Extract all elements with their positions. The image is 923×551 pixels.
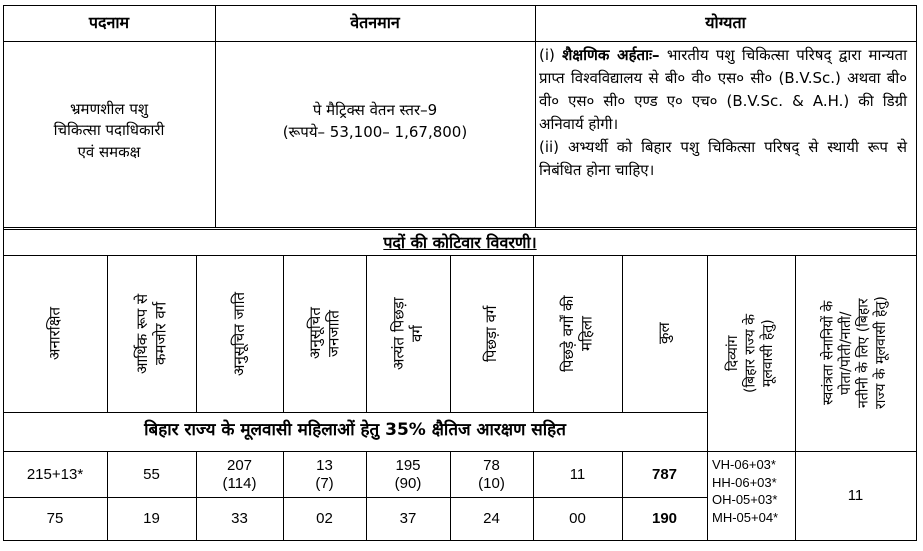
pay-scale-line-1: पे मैट्रिक्स वेतन स्तर–9 bbox=[312, 101, 438, 119]
row-1-bc-women: 11 bbox=[569, 465, 586, 483]
qualification-item-2-number: (ii) bbox=[539, 137, 560, 156]
category-header-ews: आर्थिक रूप से कमजोर वर्ग bbox=[132, 293, 170, 374]
row-2-st: 02 bbox=[316, 510, 333, 527]
row-1-ebc: 195 (90) bbox=[394, 456, 422, 492]
category-header-st: अनुसूचित जनजाति bbox=[305, 307, 343, 360]
category-section-title: पदों की कोटिवार विवरणी। bbox=[383, 233, 537, 252]
category-header-divyang: दिव्यांग (बिहार राज्य के मूलवासी हेतु) bbox=[724, 313, 776, 393]
category-header-bc-women: पिछड़े वर्गों की महिला bbox=[558, 295, 596, 372]
divyang-oh: OH-05+03* bbox=[712, 492, 778, 508]
post-name-line-3: एवं समकक्ष bbox=[77, 142, 141, 161]
qualification-item-2 bbox=[539, 136, 907, 182]
qualification-item-2-text: अभ्यर्थी को बिहार पशु चिकित्सा परिषद् से स्थायी रूप से निबंधित होना चाहिए। bbox=[539, 137, 907, 179]
row-2-bc: 24 bbox=[483, 510, 500, 527]
divyang-values bbox=[712, 456, 794, 526]
divyang-hh: HH-06+03* bbox=[712, 474, 777, 490]
post-name-line-1: भ्रमणशील पशु bbox=[69, 100, 149, 118]
row-2-ebc: 37 bbox=[399, 510, 417, 527]
row-1-bc: 78 (10) bbox=[478, 456, 505, 492]
divyang-vh: VH-06+03* bbox=[712, 457, 776, 472]
row-1-st: 13 (7) bbox=[315, 456, 334, 492]
category-header-sc: अनुसूचित जाति bbox=[230, 291, 249, 376]
header-padnaam: पदनाम bbox=[88, 13, 130, 32]
row-2-sc: 33 bbox=[231, 510, 248, 527]
row-2-ews: 19 bbox=[143, 510, 160, 527]
post-name bbox=[3, 99, 215, 163]
category-header-bc: पिछड़ा वर्ग bbox=[482, 305, 501, 362]
pay-scale bbox=[215, 100, 535, 144]
row-1-ews: 55 bbox=[143, 465, 160, 483]
divyang-mh: MH-05+04* bbox=[712, 509, 779, 525]
category-header-total: कुल bbox=[655, 322, 674, 345]
pay-scale-line-2: (रूपये– 53,100– 1,67,800) bbox=[282, 122, 468, 141]
qualification-block bbox=[539, 44, 907, 182]
row-1-total: 787 bbox=[651, 465, 678, 483]
qualification-item-1-number: (i) bbox=[539, 46, 555, 64]
row-2-unreserved: 75 bbox=[46, 510, 64, 527]
row-1-unreserved: 215+13* bbox=[26, 465, 84, 483]
header-vetanmaan: वेतनमान bbox=[350, 13, 400, 32]
header-yogyata: योग्यता bbox=[705, 13, 746, 32]
horizontal-reservation-note: बिहार राज्य के मूलवासी महिलाओं हेतु 35% क्षैतिज आरक्षण सहित bbox=[144, 420, 566, 440]
qualification-item-1-text: भारतीय पशु चिकित्सा परिषद् द्वारा मान्यता प्राप्त विश्वविद्यालय से बी० वी० एस० सी० (B.V.Sc.) अथवा बी० वी० एस० सी० एण्ड ए० एच० (B.V.Sc. & A.H.) की डिग्री अनिवार्य होगी। bbox=[539, 46, 907, 133]
category-header-ebc: अत्यंत पिछड़ा वर्ग bbox=[389, 297, 426, 370]
row-2-total: 190 bbox=[651, 510, 678, 527]
row-1-sc: 207 (114) bbox=[222, 456, 257, 492]
post-name-line-2: चिकित्सा पदाधिकारी bbox=[53, 121, 165, 140]
category-header-unreserved: अनारक्षित bbox=[45, 307, 64, 360]
qualification-item-1-title: शैक्षणिक अर्हताः– bbox=[562, 46, 660, 64]
row-2-bc-women: 00 bbox=[569, 510, 586, 527]
category-header-freedom-fighter: स्वतंत्रता सेनानियों के पोता/पोती/नाती/ नतीनी के लिए (बिहार राज्य के मूलवासी हेतु) bbox=[820, 296, 889, 410]
freedom-fighter-value: 11 bbox=[847, 487, 864, 504]
qualification-item-1 bbox=[539, 44, 907, 136]
